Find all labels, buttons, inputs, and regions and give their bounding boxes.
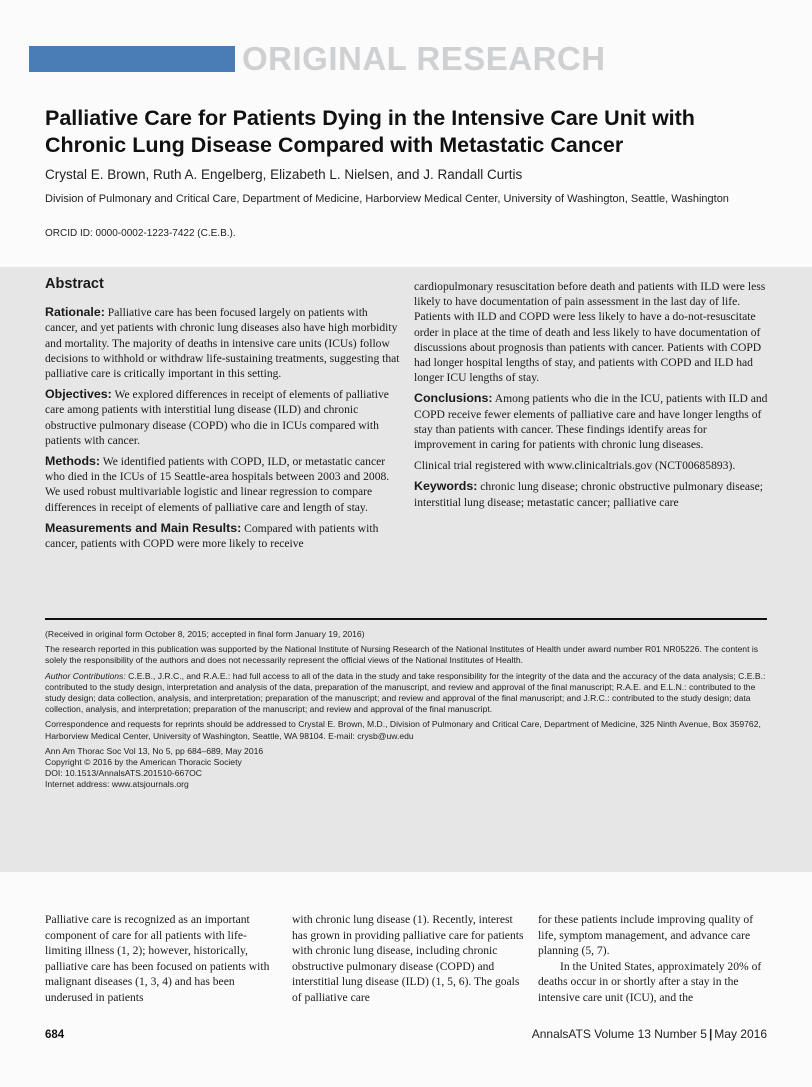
author-list: Crystal E. Brown, Ruth A. Engelberg, Elizabeth L. Nielsen, and J. Randall Curtis xyxy=(45,167,523,182)
body-column-3 xyxy=(538,912,771,1006)
banner-label: ORIGINAL RESEARCH xyxy=(242,40,606,77)
divider-rule xyxy=(45,618,767,620)
article-notes xyxy=(45,629,769,795)
received-dates: (Received in original form October 8, 2015; accepted in final form January 19, 2016) xyxy=(45,629,365,639)
section-label: Measurements and Main Results: xyxy=(45,520,242,535)
section-banner xyxy=(29,40,769,77)
paragraph-text: In the United States, approximately 20% of deaths occur in or shortly after a stay in the intensive care unit (ICU), and the xyxy=(538,959,762,1004)
journal-issue: AnnalsATS Volume 13 Number 5 xyxy=(531,1027,707,1041)
doi: DOI: 10.1513/AnnalsATS.201510-667OC xyxy=(45,768,203,779)
section-label: Keywords: xyxy=(414,479,478,494)
section-label: Rationale: xyxy=(45,305,105,320)
correspondence-note: Correspondence and requests for reprints should be addressed to Crystal E. Brown, M.D., Division of Pulmonary and Critical Care, Department of Medicine, 325 Ninth Avenue, Box 359762, Harborview Medical Center, University of Washington, Seattle, WA 98104. E-mail: crysb@uw.edu xyxy=(45,719,761,741)
body-paragraph xyxy=(538,959,771,1006)
abstract-rationale xyxy=(45,305,400,381)
section-label: Objectives: xyxy=(45,387,112,402)
section-text: Among patients who die in the ICU, patients with ILD and COPD receive fewer elements of palliative care and have longer lengths of stay than patients with cancer. These findings identify areas for improvement in caring for patients with chronic lung diseases. xyxy=(414,392,768,452)
abstract-keywords xyxy=(414,479,769,509)
copyright: Copyright © 2016 by the American Thoracic Society xyxy=(45,757,242,768)
journal-footer xyxy=(532,1027,767,1041)
abstract-methods xyxy=(45,454,400,515)
internet-address: Internet address: www.atsjournals.org xyxy=(45,779,189,790)
abstract-right-column xyxy=(414,279,769,516)
abstract-heading: Abstract xyxy=(45,276,104,292)
section-text: chronic lung disease; chronic obstructive pulmonary disease; interstitial lung disease; metastatic cancer; palliative care xyxy=(414,480,763,509)
issue-date: May 2016 xyxy=(714,1027,767,1041)
contributions-label: Author Contributions: xyxy=(45,670,126,681)
affiliation: Division of Pulmonary and Critical Care, Department of Medicine, Harborview Medical Center, University of Washington, Seattle, Washington xyxy=(45,193,729,205)
abstract-objectives xyxy=(45,387,400,448)
abstract-results-continued: cardiopulmonary resuscitation before death and patients with ILD were less likely to have documentation of pain assessment in the last day of life. Patients with ILD and COPD were less likely to have a do-not-resuscitate order in place at the time of death and less likely to have documentation of discussions about prognosis than patients with cancer. Patients with COPD had longer hospital lengths of stay, and patients with COPD and ILD had longer ICU lengths of stay. xyxy=(414,280,766,385)
abstract-conclusions xyxy=(414,391,769,452)
citation-block xyxy=(45,746,769,791)
page-number: 684 xyxy=(45,1029,65,1041)
body-column-1: Palliative care is recognized as an important component of care for all patients with life-limiting illness (1, 2); however, historically, palliative care has been focused on patients with malignant diseases (1, 3, 4) and has been underused in patients xyxy=(45,913,270,1004)
citation: Ann Am Thorac Soc Vol 13, No 5, pp 684–689, May 2016 xyxy=(45,745,264,756)
section-label: Methods: xyxy=(45,454,101,469)
section-text: Compared with patients with cancer, patients with COPD were more likely to receive xyxy=(45,521,379,551)
trial-registration: Clinical trial registered with www.clinicaltrials.gov (NCT00685893). xyxy=(414,459,736,473)
footer-separator: | xyxy=(708,1027,713,1041)
section-text: We identified patients with COPD, ILD, or metastatic cancer who died in the ICUs of 15 Seattle-area hospitals between 2003 and 2008. We used robust multivariable logistic and linear regression to compare differences in receipt of elements of palliative care and length of stay. xyxy=(45,455,390,514)
abstract-box xyxy=(0,267,812,872)
section-label: Conclusions: xyxy=(414,391,493,406)
section-text: We explored differences in receipt of elements of palliative care among patients with interstitial lung disease (ILD) and chronic obstructive pulmonary disease (COPD) who die in ICUs compared with patients with cancer. xyxy=(45,388,389,447)
orcid-id: ORCID ID: 0000-0002-1223-7422 (C.E.B.). xyxy=(45,228,236,239)
banner-color-bar xyxy=(29,46,235,72)
author-contributions xyxy=(45,671,769,716)
body-paragraph: for these patients include improving quality of life, symptom management, and advance care planning (5, 7). xyxy=(538,913,754,958)
abstract-results-start xyxy=(45,521,400,551)
funding-note: The research reported in this publication was supported by the National Institute of Nursing Research of the National Institutes of Health under award number R01 NR05226. The content is solely the responsibility of the authors and does not necessarily represent the official views of the National Institutes of Health. xyxy=(45,644,759,666)
contributions-text: C.E.B., J.R.C., and R.A.E.: had full access to all of the data in the study and take responsibility for the integrity of the data and the accuracy of the data analysis; C.E.B.: contributed to the study design, interpretation and analysis of the data, preparation of the manuscript, and review and approval of the final manuscript; R.A.E. and E.L.N.: contributed to the study design; data collection, analysis, and interpretation; preparation of the manuscript; and review and approval of the final manuscript; and J.R.C.: contributed to the study design; data collection, analysis, and interpretation; preparation of the manuscript; and review and approval of the final manuscript. xyxy=(45,670,766,715)
body-column-2: with chronic lung disease (1). Recently, interest has grown in providing palliative care for patients with chronic lung disease, including chronic obstructive pulmonary disease (COPD) and interstitial lung disease (ILD) (1, 5, 6). The goals of palliative care xyxy=(292,913,524,1004)
article-title: Palliative Care for Patients Dying in the Intensive Care Unit with Chronic Lung Disease Compared with Metastatic Cancer xyxy=(45,106,695,157)
abstract-left-column xyxy=(45,277,400,557)
section-text: Palliative care has been focused largely on patients with cancer, and yet patients with chronic lung diseases also have high morbidity and mortality. The majority of deaths in intensive care units (ICUs) follow decisions to withhold or withdraw life-sustaining treatments, suggesting that palliative care is critically important in this setting. xyxy=(45,306,400,381)
